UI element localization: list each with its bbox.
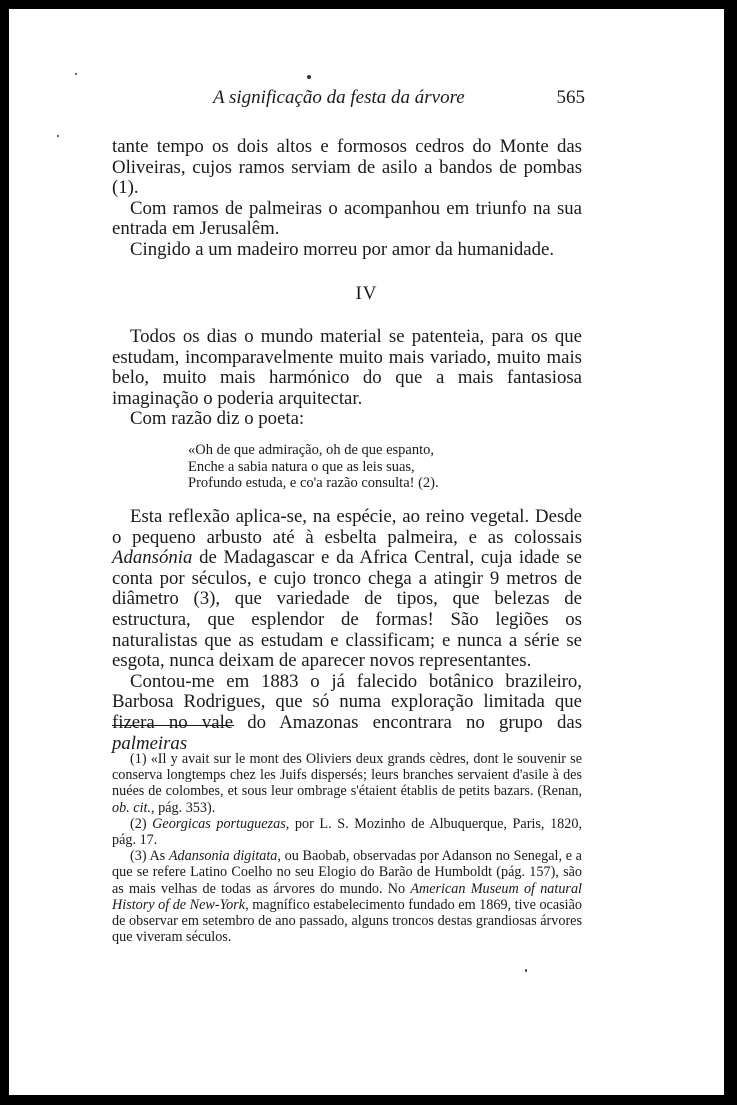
- text-run: por L. S. Mozinho de Albuquerque, Paris, 1820, pág. 17.: [112, 815, 582, 849]
- italic-term: American Museum of natural History of de New-York,: [112, 880, 582, 913]
- page-number: 565: [556, 87, 585, 108]
- paragraph-adansonia: [112, 507, 582, 672]
- verse-line: Profundo estuda, e co'a razão consulta! (2).: [188, 475, 439, 491]
- text-run: , pág. 353).: [151, 799, 216, 816]
- text-run: de Madagascar e da Africa Central, cuja idade se conta por séculos, e cujo tronco chega a atingir 9 metros de diâmetro (3), que variedade de tipos, que belezas de estructura, que esplendor de formas! São legiões os naturalistas que as estudam e classificam; e nunca a série se esgota, nunca deixam de aparecer novos representantes.: [112, 547, 582, 672]
- italic-term: Georgicas portuguezas,: [152, 815, 290, 832]
- paragraph-barbosa: [112, 672, 582, 754]
- text-run: (3) As: [130, 848, 169, 865]
- ink-speck: [57, 135, 59, 137]
- section-heading: IV: [355, 283, 378, 304]
- text-run: ou Baobab, observadas por Adanson no Senegal, e a que se refere Latino Coelho no seu Elogio do Barão de Humboldt (pág. 157), são as mais velhas de todas as árvores do mundo. No: [112, 848, 582, 897]
- footnote-3: [112, 848, 582, 945]
- ink-speck: [75, 73, 77, 75]
- text-block-top: [112, 137, 582, 261]
- text-block-middle: [112, 327, 582, 430]
- book-page: [9, 9, 724, 1095]
- ink-speck: [525, 969, 527, 972]
- paragraph-palm-branches: Com ramos de palmeiras o acompanhou em triunfo na sua entrada em Jerusalêm.: [112, 197, 582, 240]
- text-run: (1) «Il y avait sur le mont des Oliviers deux grands cèdres, dont le souvenir se conserva longtemps chez les Juifs dispersés; leurs branches servaient d'asile à des nuées de colombes, et sous leur ombrage s'étaient établis de petits bazars. (Renan,: [112, 751, 582, 800]
- paragraph-poet-intro: Com razão diz o poeta:: [130, 408, 305, 430]
- italic-term: Adansonia digitata,: [168, 848, 281, 865]
- text-run: magnífico estabelecimento fundado em 1869, tive ocasião de observar em setembro de ano passado, alguns troncos destas grandiosas árvores que viveram séculos.: [112, 896, 583, 946]
- footnote-1: [112, 751, 582, 816]
- ink-speck: [307, 75, 311, 79]
- paragraph-material-world: Todos os dias o mundo material se patenteia, para os que estudam, incomparavelmente muito mais variado, muito mais belo, muito mais harmónico do que a mais fantasiosa imaginação o poderia arquitectar.: [112, 326, 582, 409]
- running-title: A significação da festa da árvore: [213, 87, 465, 108]
- italic-term: Adansónia: [112, 547, 193, 569]
- verse-line: Enche a sabia natura o que as leis suas,: [188, 458, 415, 475]
- text-run: Esta reflexão aplica-se, na espécie, ao reino vegetal. Desde o pequeno arbusto até à esbelta palmeira, e as colossais: [112, 506, 582, 548]
- italic-term: palmeiras: [112, 732, 188, 754]
- verse-quotation: [188, 442, 439, 492]
- paragraph-continuation: tante tempo os dois altos e formosos cedros do Monte das Oliveiras, cujos ramos serviam de asilo a bandos de pombas (1).: [112, 136, 582, 199]
- verse-line: «Oh de que admiração, oh de que espanto,: [188, 442, 435, 458]
- footnotes: [112, 751, 582, 945]
- text-run: Contou-me em 1883 o já falecido botânico brazileiro, Barbosa Rodrigues, que só numa exploração limitada que fizera no vale do Amazonas encontrara no grupo das: [112, 670, 582, 733]
- italic-term: ob. cit.: [112, 799, 152, 816]
- page-header: [213, 87, 585, 117]
- text-run: (2): [130, 815, 153, 832]
- paragraph-crucifixion: Cingido a um madeiro morreu por amor da humanidade.: [130, 238, 555, 260]
- footnote-divider: [112, 725, 234, 726]
- text-block-bottom: [112, 507, 582, 754]
- footnote-2: [112, 816, 582, 848]
